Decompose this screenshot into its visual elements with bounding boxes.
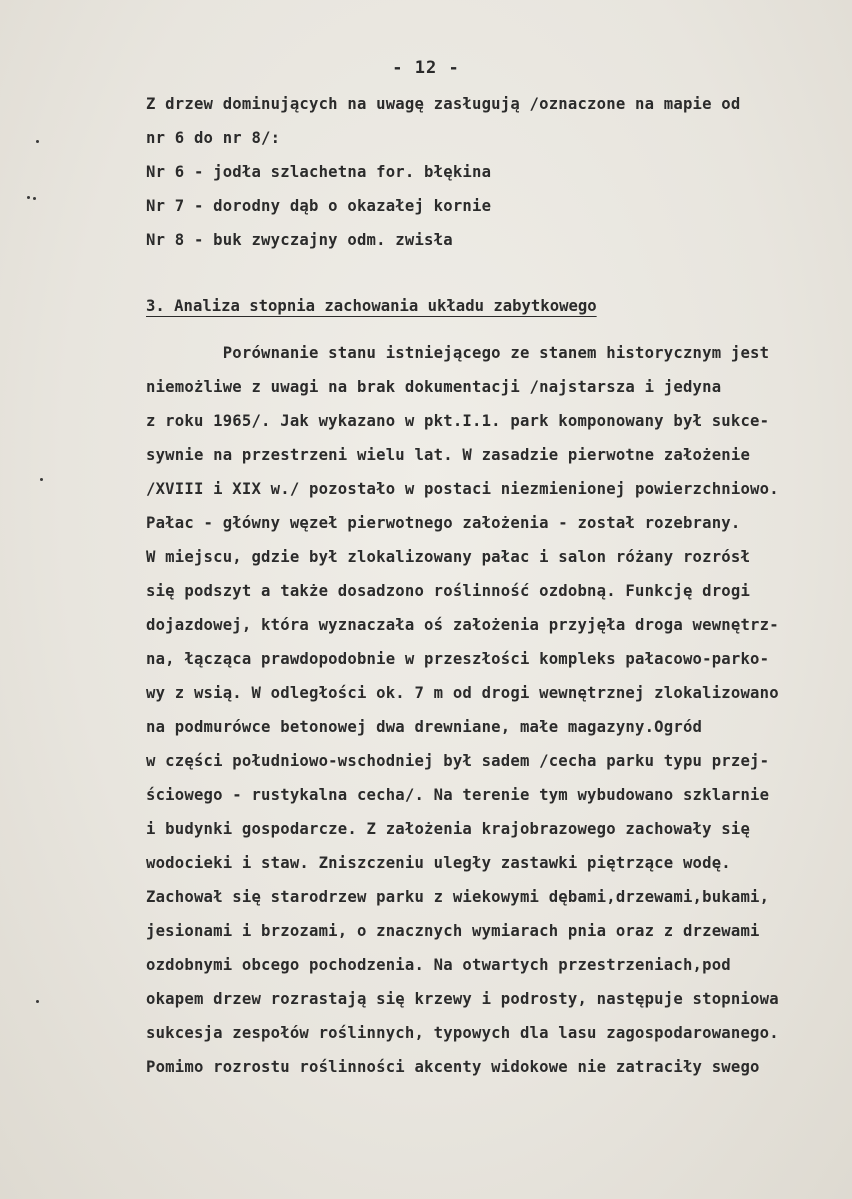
- text-line: sywnie na przestrzeni wielu lat. W zasadzie pierwotne założenie: [146, 446, 751, 464]
- text-line: Pałac - główny węzeł pierwotnego założenia - został rozebrany.: [146, 514, 741, 532]
- margin-speck: [36, 1000, 39, 1003]
- text-line: Nr 6 - jodła szlachetna for. błękina: [146, 163, 492, 181]
- text-line: Z drzew dominujących na uwagę zasługują /oznaczone na mapie od: [146, 95, 741, 113]
- text-line: Nr 8 - buk zwyczajny odm. zwisła: [146, 231, 453, 249]
- page-number: - 12 -: [392, 58, 460, 78]
- text-line: sukcesja zespołów roślinnych, typowych dla lasu zagospodarowanego.: [146, 1024, 779, 1042]
- text-line: ozdobnymi obcego pochodzenia. Na otwartych przestrzeniach,pod: [146, 956, 731, 974]
- text-line: okapem drzew rozrastają się krzewy i podrosty, następuje stopniowa: [146, 990, 779, 1008]
- text-line: Nr 7 - dorodny dąb o okazałej kornie: [146, 197, 492, 215]
- text-line: /XVIII i XIX w./ pozostało w postaci niezmienionej powierzchniowo.: [146, 480, 779, 498]
- text-line: na, łącząca prawdopodobnie w przeszłości kompleks pałacowo-parko-: [146, 650, 770, 668]
- text-line: wy z wsią. W odległości ok. 7 m od drogi wewnętrznej zlokalizowano: [146, 684, 779, 702]
- text-line: wodocieki i staw. Zniszczeniu uległy zastawki piętrzące wodę.: [146, 854, 731, 872]
- text-line: nr 6 do nr 8/:: [146, 129, 281, 147]
- text-line: z roku 1965/. Jak wykazano w pkt.I.1. park komponowany był sukce-: [146, 412, 770, 430]
- text-line: W miejscu, gdzie był zlokalizowany pałac i salon różany rozrósł: [146, 548, 751, 566]
- margin-speck: [40, 478, 43, 481]
- text-line: Zachował się starodrzew parku z wiekowymi dębami,drzewami,bukami,: [146, 888, 770, 906]
- text-line: niemożliwe z uwagi na brak dokumentacji /najstarsza i jedyna: [146, 378, 722, 396]
- text-line: w części południowo-wschodniej był sadem /cecha parku typu przej-: [146, 752, 770, 770]
- text-line: Porównanie stanu istniejącego ze stanem historycznym jest: [146, 344, 770, 362]
- text-line: ściowego - rustykalna cecha/. Na terenie tym wybudowano szklarnie: [146, 786, 770, 804]
- text-line: na podmurówce betonowej dwa drewniane, małe magazyny.Ogród: [146, 718, 703, 736]
- margin-speck: [36, 140, 39, 143]
- text-line: Pomimo rozrostu roślinności akcenty widokowe nie zatraciły swego: [146, 1058, 760, 1076]
- margin-speck: [33, 197, 36, 200]
- text-line: jesionami i brzozami, o znacznych wymiarach pnia oraz z drzewami: [146, 922, 760, 940]
- margin-speck: [27, 196, 30, 199]
- section-heading: 3. Analiza stopnia zachowania układu zabytkowego: [146, 297, 597, 315]
- intro-paragraph: [146, 87, 826, 257]
- body-paragraph: [146, 336, 826, 1084]
- text-line: i budynki gospodarcze. Z założenia krajobrazowego zachowały się: [146, 820, 751, 838]
- text-line: się podszyt a także dosadzono roślinność ozdobną. Funkcję drogi: [146, 582, 751, 600]
- text-line: dojazdowej, która wyznaczała oś założenia przyjęła droga wewnętrz-: [146, 616, 779, 634]
